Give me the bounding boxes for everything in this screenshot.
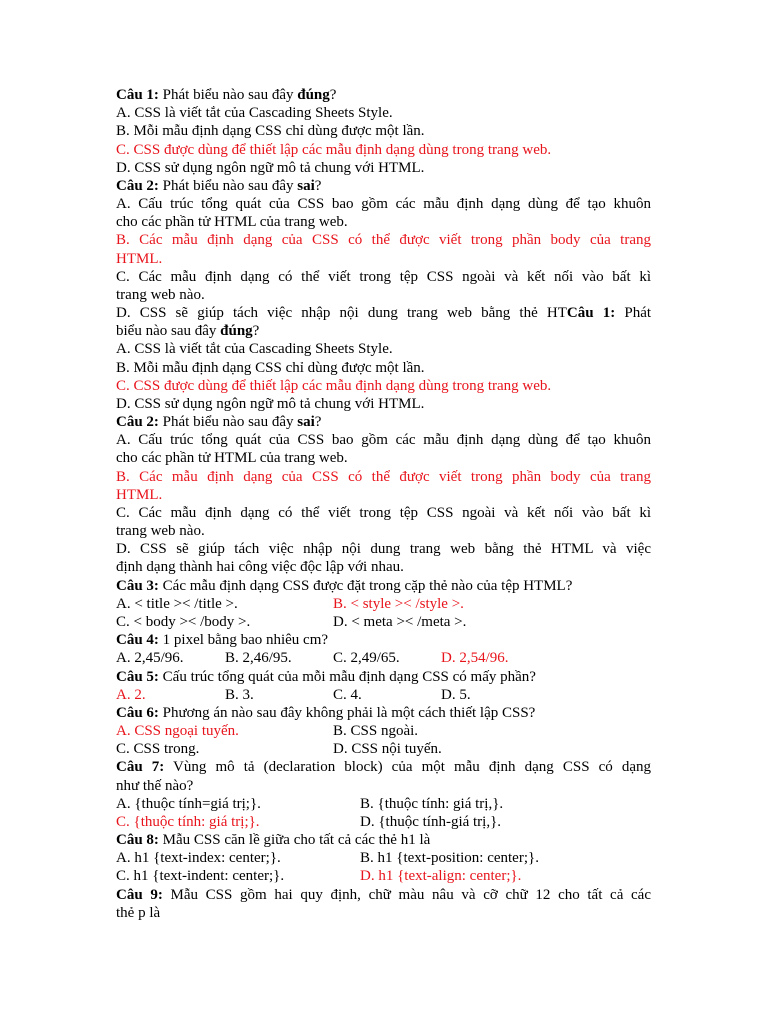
- text-line: A. Cấu trúc tổng quát của CSS bao gồm các mẫu định dạng dùng để tạo khuôn: [116, 432, 651, 449]
- question-emphasis: đúng: [220, 323, 253, 340]
- answer-option: A. {thuộc tính=giá trị;}.: [116, 795, 261, 812]
- options-line: [116, 813, 651, 831]
- text-line: C. Các mẫu định dạng có thể viết trong tệp CSS ngoài và kết nối vào bất kì: [116, 268, 651, 285]
- question-number: Câu 1:: [116, 87, 159, 103]
- answer-option: A. CSS ngoại tuyến.: [116, 723, 239, 740]
- options-line: [116, 595, 651, 613]
- question-emphasis: Câu 1:: [566, 305, 616, 322]
- text-line: D. CSS sử dụng ngôn ngữ mô tả chung với HTML.: [116, 395, 425, 412]
- answer-option: D. 2,54/96.: [441, 650, 509, 667]
- answer-option: A. h1 {text-index: center;}.: [116, 850, 281, 867]
- answer-option: B. < style >< /style >.: [333, 595, 464, 612]
- text-line: trang web nào.: [116, 286, 205, 303]
- options-line: [116, 795, 651, 813]
- text-line: định dạng thành hai công việc độc lập với nhau.: [116, 559, 404, 576]
- text-line: C. Các mẫu định dạng có thể viết trong tệp CSS ngoài và kết nối vào bất kì: [116, 504, 651, 521]
- answer-option: C. CSS trong.: [116, 741, 200, 758]
- question-number: Câu 6:: [116, 704, 159, 721]
- question-number: Câu 9:: [116, 886, 163, 903]
- answer-option: D. 5.: [441, 686, 471, 703]
- question-line: [116, 413, 651, 431]
- answer-option: A. < title >< /title >.: [116, 595, 238, 612]
- question-number: Câu 7:: [116, 759, 165, 776]
- question-emphasis: sai: [297, 177, 315, 194]
- options-line: [116, 722, 651, 740]
- answer-option: D. CSS nội tuyến.: [333, 741, 442, 758]
- question-text: Phát biểu nào sau đây: [158, 177, 298, 194]
- options-line: [116, 686, 651, 704]
- question-text-end: ?: [329, 87, 337, 103]
- question-text: D. CSS sẽ giúp tách việc nhập nội dung trang web bằng thẻ HT: [116, 305, 567, 322]
- question-emphasis: sai: [297, 414, 315, 431]
- options-line: [116, 740, 651, 758]
- answer-option: C. h1 {text-indent: center;}.: [116, 868, 285, 885]
- answer-option: C. 4.: [333, 686, 362, 703]
- question-line: [116, 304, 651, 322]
- answer-option: C. {thuộc tính: giá trị;}.: [116, 813, 260, 830]
- question-text: Cấu trúc tổng quát của mỗi mẫu định dạng CSS có mấy phần?: [158, 668, 536, 685]
- question-number: Câu 2:: [116, 177, 159, 194]
- question-text: Phát biểu nào sau đây: [158, 87, 298, 103]
- answer-option: D. h1 {text-align: center;}.: [360, 868, 522, 885]
- answer-option: B. {thuộc tính: giá trị,}.: [360, 795, 504, 812]
- text-line: C. CSS được dùng để thiết lập các mẫu định dạng dùng trong trang web.: [116, 141, 552, 158]
- question-text: 1 pixel bằng bao nhiêu cm?: [158, 632, 329, 649]
- text-line: trang web nào.: [116, 523, 205, 540]
- text-line: A. CSS là viết tắt của Cascading Sheets Style.: [116, 341, 393, 358]
- question-text: biểu nào sau đây: [116, 323, 221, 340]
- question-text: Mẫu CSS căn lề giữa cho tất cả các thẻ h1 là: [158, 832, 431, 849]
- answer-option: A. 2,45/96.: [116, 650, 184, 667]
- question-line: [116, 704, 651, 722]
- options-line: [116, 613, 651, 631]
- text-line: cho các phần tử HTML của trang web.: [116, 214, 348, 231]
- question-text-end: ?: [314, 414, 322, 431]
- question-number: Câu 5:: [116, 668, 159, 685]
- question-text: Phát biểu nào sau đây: [158, 414, 298, 431]
- question-line: [116, 631, 651, 649]
- question-number: Câu 3:: [116, 577, 159, 594]
- question-line: [116, 886, 651, 904]
- text-line: như thế nào?: [116, 777, 194, 794]
- question-number: Câu 8:: [116, 832, 159, 849]
- text-line: HTML.: [116, 250, 163, 267]
- text-line: B. Mỗi mẫu định dạng CSS chỉ dùng được một lần.: [116, 123, 425, 140]
- text-line: cho các phần tử HTML của trang web.: [116, 450, 348, 467]
- question-text: Các mẫu định dạng CSS được đặt trong cặp thẻ nào của tệp HTML?: [158, 577, 573, 594]
- text-line: D. CSS sử dụng ngôn ngữ mô tả chung với HTML.: [116, 159, 425, 176]
- question-emphasis: đúng: [297, 87, 330, 103]
- question-text: Vùng mô tả (declaration block) của một mẫu định dạng CSS có dạng: [164, 759, 651, 776]
- answer-option: B. h1 {text-position: center;}.: [360, 850, 539, 867]
- options-line: [116, 649, 651, 667]
- answer-option: B. CSS ngoài.: [333, 723, 419, 740]
- question-text: Phương án nào sau đây không phải là một cách thiết lập CSS?: [158, 704, 536, 721]
- text-line: D. CSS sẽ giúp tách việc nhập nội dung trang web bằng thẻ HTML và việc: [116, 541, 651, 558]
- question-line: [116, 758, 651, 776]
- answer-option: D. {thuộc tính-giá trị,}.: [360, 813, 502, 830]
- options-line: [116, 867, 651, 885]
- question-text-end: ?: [252, 323, 260, 340]
- options-line: [116, 849, 651, 867]
- question-line: [116, 831, 651, 849]
- question-text-end: ?: [314, 177, 322, 194]
- answer-option: A. 2.: [116, 686, 146, 703]
- question-line: [116, 668, 651, 686]
- question-number: Câu 4:: [116, 632, 159, 649]
- text-line: HTML.: [116, 486, 163, 503]
- text-line: A. Cấu trúc tổng quát của CSS bao gồm các mẫu định dạng dùng để tạo khuôn: [116, 196, 651, 213]
- question-line: [116, 177, 651, 195]
- text-line: B. Các mẫu định dạng của CSS có thể được viết trong phần body của trang: [116, 232, 651, 249]
- question-number: Câu 2:: [116, 414, 159, 431]
- question-line: [116, 86, 651, 104]
- answer-option: C. < body >< /body >.: [116, 613, 251, 630]
- text-line: A. CSS là viết tắt của Cascading Sheets Style.: [116, 105, 393, 122]
- text-line: C. CSS được dùng để thiết lập các mẫu định dạng dùng trong trang web.: [116, 377, 552, 394]
- text-line: thẻ p là: [116, 904, 161, 921]
- answer-option: C. 2,49/65.: [333, 650, 400, 667]
- question-text-end: Phát: [615, 305, 652, 322]
- document-page: [116, 86, 651, 922]
- question-text: Mẫu CSS gồm hai quy định, chữ màu nâu và cỡ chữ 12 cho tất cả các: [162, 886, 652, 903]
- answer-option: B. 2,46/95.: [225, 650, 292, 667]
- question-line: [116, 322, 651, 340]
- text-line: B. Mỗi mẫu định dạng CSS chỉ dùng được một lần.: [116, 359, 425, 376]
- answer-option: D. < meta >< /meta >.: [333, 613, 467, 630]
- question-line: [116, 577, 651, 595]
- text-line: B. Các mẫu định dạng của CSS có thể được viết trong phần body của trang: [116, 468, 651, 485]
- answer-option: B. 3.: [225, 686, 254, 703]
